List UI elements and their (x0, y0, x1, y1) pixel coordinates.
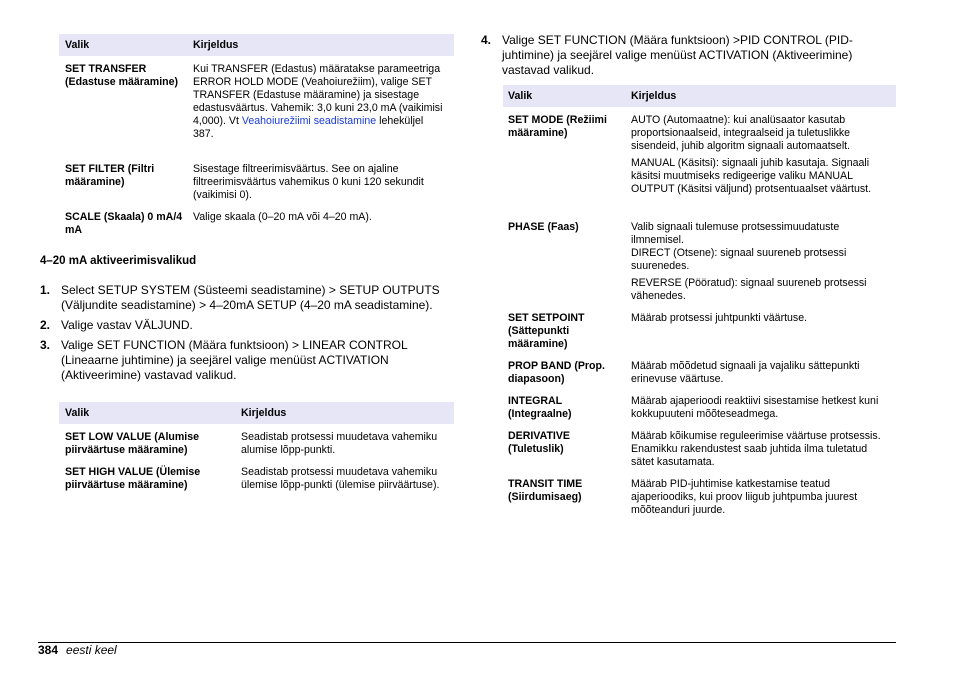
step-text: Valige SET FUNCTION (Määra funktsioon) > LINEAR CONTROL (Lineaarne juhtimine) ja seejärel valige menüüst ACTIVATION (Aktiveerimine) vastavad valikud. (61, 338, 408, 382)
step-text: Select SETUP SYSTEM (Süsteemi seadistamine) > SETUP OUTPUTS (Väljundite seadistamine) > 4–20mA SETUP (4–20 mA seadistamine). (61, 283, 440, 312)
option-description: Määrab PID-juhtimise katkestamise teatud ajaperioodiks, kui proov liigub juhtpumba juurest mõõteanduri juurde. (631, 478, 858, 516)
list-item (481, 33, 891, 78)
option-key: INTEGRAL (Integraalne) (508, 395, 572, 420)
option-key: SET SETPOINT (Sättepunkti määramine) (508, 312, 585, 350)
option-key: PROP BAND (Prop. diapasoon) (508, 360, 605, 385)
table-row (59, 459, 454, 492)
option-description: Määrab protsessi juhtpunkti väärtuse. (631, 312, 808, 324)
footer-divider (38, 642, 896, 643)
option-key: TRANSIT TIME (Siirdumisaeg) (508, 478, 583, 503)
list-item (40, 318, 445, 333)
options-table-pid (503, 85, 896, 517)
header-description: Kirjeldus (241, 406, 287, 419)
step-number: 2. (40, 318, 51, 332)
table-header (503, 85, 896, 107)
cross-reference-link[interactable]: Veahoiurežiimi seadistamine (241, 115, 377, 127)
option-key: SET HIGH VALUE (Ülemise piirväärtuse määramine) (65, 466, 201, 491)
list-item (40, 283, 445, 313)
table-row (503, 353, 896, 388)
step-text: Valige SET FUNCTION (Määra funktsioon) >PID CONTROL (PID-juhtimine) ja seejärel valige menüüst ACTIVATION (Aktiveerimine) vastavad valikud. (502, 33, 853, 77)
section-heading: 4–20 mA aktiveerimisvalikud (40, 255, 197, 267)
table-row (59, 156, 454, 204)
page-footer (38, 643, 117, 657)
header-description: Kirjeldus (193, 38, 239, 51)
header-option: Valik (65, 406, 90, 419)
table-row (59, 56, 454, 156)
option-key: SET MODE (Režiimi määramine) (508, 114, 607, 139)
option-key: SET FILTER (Filtri määramine) (65, 163, 155, 188)
table-row (503, 107, 896, 214)
option-description: Valib signaali tulemuse protsessimuudatuste ilmnemisel. DIRECT (Otsene): signaal suureneb protsessi suurenedes. REVERSE (Pööratud): signaal suureneb protsessi vähenedes. (631, 221, 867, 302)
table-header (59, 402, 454, 424)
list-item (40, 338, 445, 383)
option-description: Valige skaala (0–20 mA või 4–20 mA). (193, 211, 372, 223)
table-row (59, 204, 454, 237)
step-number: 3. (40, 338, 51, 352)
option-key: DERIVATIVE (Tuletuslik) (508, 430, 570, 455)
option-key: PHASE (Faas) (508, 221, 579, 233)
table-row (503, 471, 896, 517)
option-description: AUTO (Automaatne): kui analüsaator kasutab proportsionaalseid, integraalseid ja tuletuslikke sisendeid, juhib algoritm signaali automaatselt. MANUAL (Käsitsi): signaali juhib kasutaja. Signaali käsitsi muutmiseks redigeerige valiku MANUAL OUTPUT (Käsitsi väljund) protsentuaalset väärtust. (631, 114, 872, 195)
footer-language: eesti keel (66, 643, 117, 657)
table-row (503, 388, 896, 423)
step-number: 1. (40, 283, 51, 297)
table-row (59, 424, 454, 459)
table-header (59, 34, 454, 56)
option-description: Seadistab protsessi muudetava vahemiku ülemise lõpp-punkti (ülemise piirväärtuse). (241, 466, 440, 491)
header-option: Valik (508, 89, 533, 102)
page-number: 384 (38, 643, 59, 657)
table-row (503, 305, 896, 353)
header-option: Valik (65, 38, 90, 51)
procedure-step-4 (481, 33, 891, 83)
option-description: Sisestage filtreerimisväärtus. See on ajaline filtreerimisväärtus vahemikus 0 kuni 120 sekundit (vaikimisi 0). (193, 163, 424, 201)
option-description: Määrab ajaperioodi reaktiivi sisestamise hetkest kuni kokkupuuteni mõõteseadmega. (631, 395, 879, 420)
header-description: Kirjeldus (631, 89, 677, 102)
options-table-output (59, 34, 454, 237)
table-row (503, 423, 896, 471)
option-key: SET LOW VALUE (Alumise piirväärtuse määramine) (65, 431, 199, 456)
option-description: Kui TRANSFER (Edastus) määratakse parameetriga ERROR HOLD MODE (Veahoiurežiim), valige SET TRANSFER (Edastuse määramine) ja sisestage edastusväärtus. Vahemik: 3,0 kuni 23,0 mA (vaikimisi 4,000). Vt Veahoiurežiimi seadistamine leheküljel 387. (193, 63, 443, 140)
table-row (503, 214, 896, 305)
option-key: SCALE (Skaala) 0 mA/4 mA (65, 211, 183, 236)
option-key: SET TRANSFER (Edastuse määramine) (65, 63, 179, 88)
option-description: Määrab kõikumise reguleerimise väärtuse protsessis. Enamikku rakendustest saab juhtida ilma tuletatud sätet kasutamata. (631, 430, 881, 468)
procedure-steps (40, 283, 445, 388)
option-description: Määrab mõõdetud signaali ja vajaliku sättepunkti erinevuse väärtuse. (631, 360, 860, 385)
option-description: Seadistab protsessi muudetava vahemiku alumise lõpp-punkti. (241, 431, 438, 456)
step-number: 4. (481, 33, 492, 47)
options-table-linear (59, 402, 454, 492)
step-text: Valige vastav VÄLJUND. (61, 318, 193, 332)
